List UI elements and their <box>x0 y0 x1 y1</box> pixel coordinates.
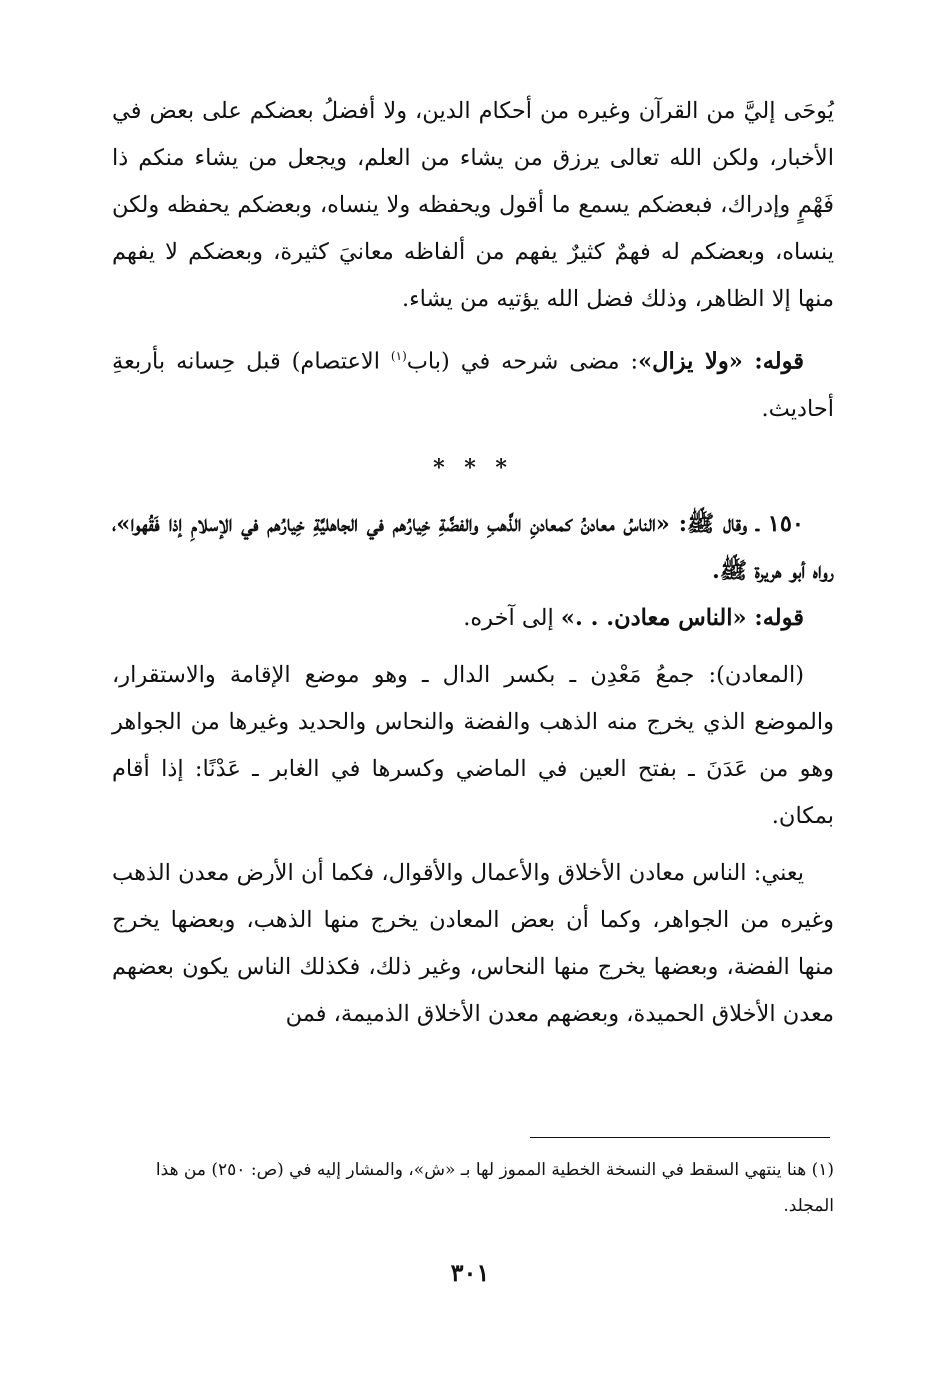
page-number: ٣٠١ <box>450 1258 490 1287</box>
footnote-reference: (١) <box>390 349 407 363</box>
quote-lead: قوله: «الناس معادن. . .» <box>560 604 804 631</box>
paragraph-explanation: يعني: الناس معادن الأخلاق والأعمال والأقوال، فكما أن الأرض معدن الذهب وغيره من الجواهر، وكما أن بعض المعادن يخرج منها الذهب، وبعضها يخرج منها الفضة، وبعضها يخرج منها النحاس، وغير ذلك، فكذلك الناس يكون بعضهم معدن الأخلاق الحميدة، وبعضهم معدن الأخلاق الذميمة، فمن <box>112 859 834 1027</box>
section-separator: * * * <box>433 454 513 481</box>
footnote-divider <box>530 1137 830 1138</box>
main-text <box>112 88 834 1038</box>
paragraph-la-yazal <box>112 333 834 433</box>
paragraph-text: : مضى شرحه في (باب <box>406 348 639 375</box>
paragraph-maadin-definition: (المعادن): جمعُ مَعْدِن ـ بكسر الدال ـ وهو موضع الإقامة والاستقرار، والموضع الذي يخرج منه الذهب والفضة والنحاس والحديد وغيرها من الجواهر وهو من عَدَنَ ـ بفتح العين في الماضي وكسرها في الغابر ـ عَدْنًا: إذا أقام بمكان. <box>112 661 834 829</box>
paragraph-text: الاعتصام) قبل حِسانه بأربعةِ أحاديث. <box>112 348 834 422</box>
quote-lead: قوله: «ولا يزال» <box>638 348 804 375</box>
footnote-marker: (١) <box>811 1160 834 1180</box>
footnote <box>112 1152 834 1224</box>
paragraph-text: إلى آخره. <box>463 604 561 631</box>
paragraph-an-nas <box>112 595 834 642</box>
paragraph-commentary-end: يُوحَى إليَّ من القرآن وغيره من أحكام الدين، ولا أفضلُ بعضكم على بعض في الأخبار، ولكن الله تعالى يرزق من يشاء من العلم، ويجعل من يشاء منكم ذا فَهْمٍ وإدراك، فبعضكم يسمع ما أقول ويحفظه ولا ينساه، وبعضكم يحفظه ولكن ينساه، وبعضكم له فهمٌ كثيرٌ يفهم من ألفاظه معانيَ كثيرة، وبعضكم لا يفهم منها إلا الظاهر، وذلك فضل الله يؤتيه من يشاء. <box>112 98 834 312</box>
footnote-text: هنا ينتهي السقط في النسخة الخطية المموز لها بـ «ش»، والمشار إليه في (ص: ٢٥٠) من هذا المجلد. <box>155 1160 834 1216</box>
hadith-150: ١٥٠ ـ وقال ﷺ: «الناسُ معادنُ كمعادنِ الذَّهبِ والفضَّةِ خِيارُهم في الجاهليَّةِ خِيارُهم في الإسلامِ إذا فَقُهوا»، رواه أبو هريرة ﷺ. <box>112 510 834 584</box>
